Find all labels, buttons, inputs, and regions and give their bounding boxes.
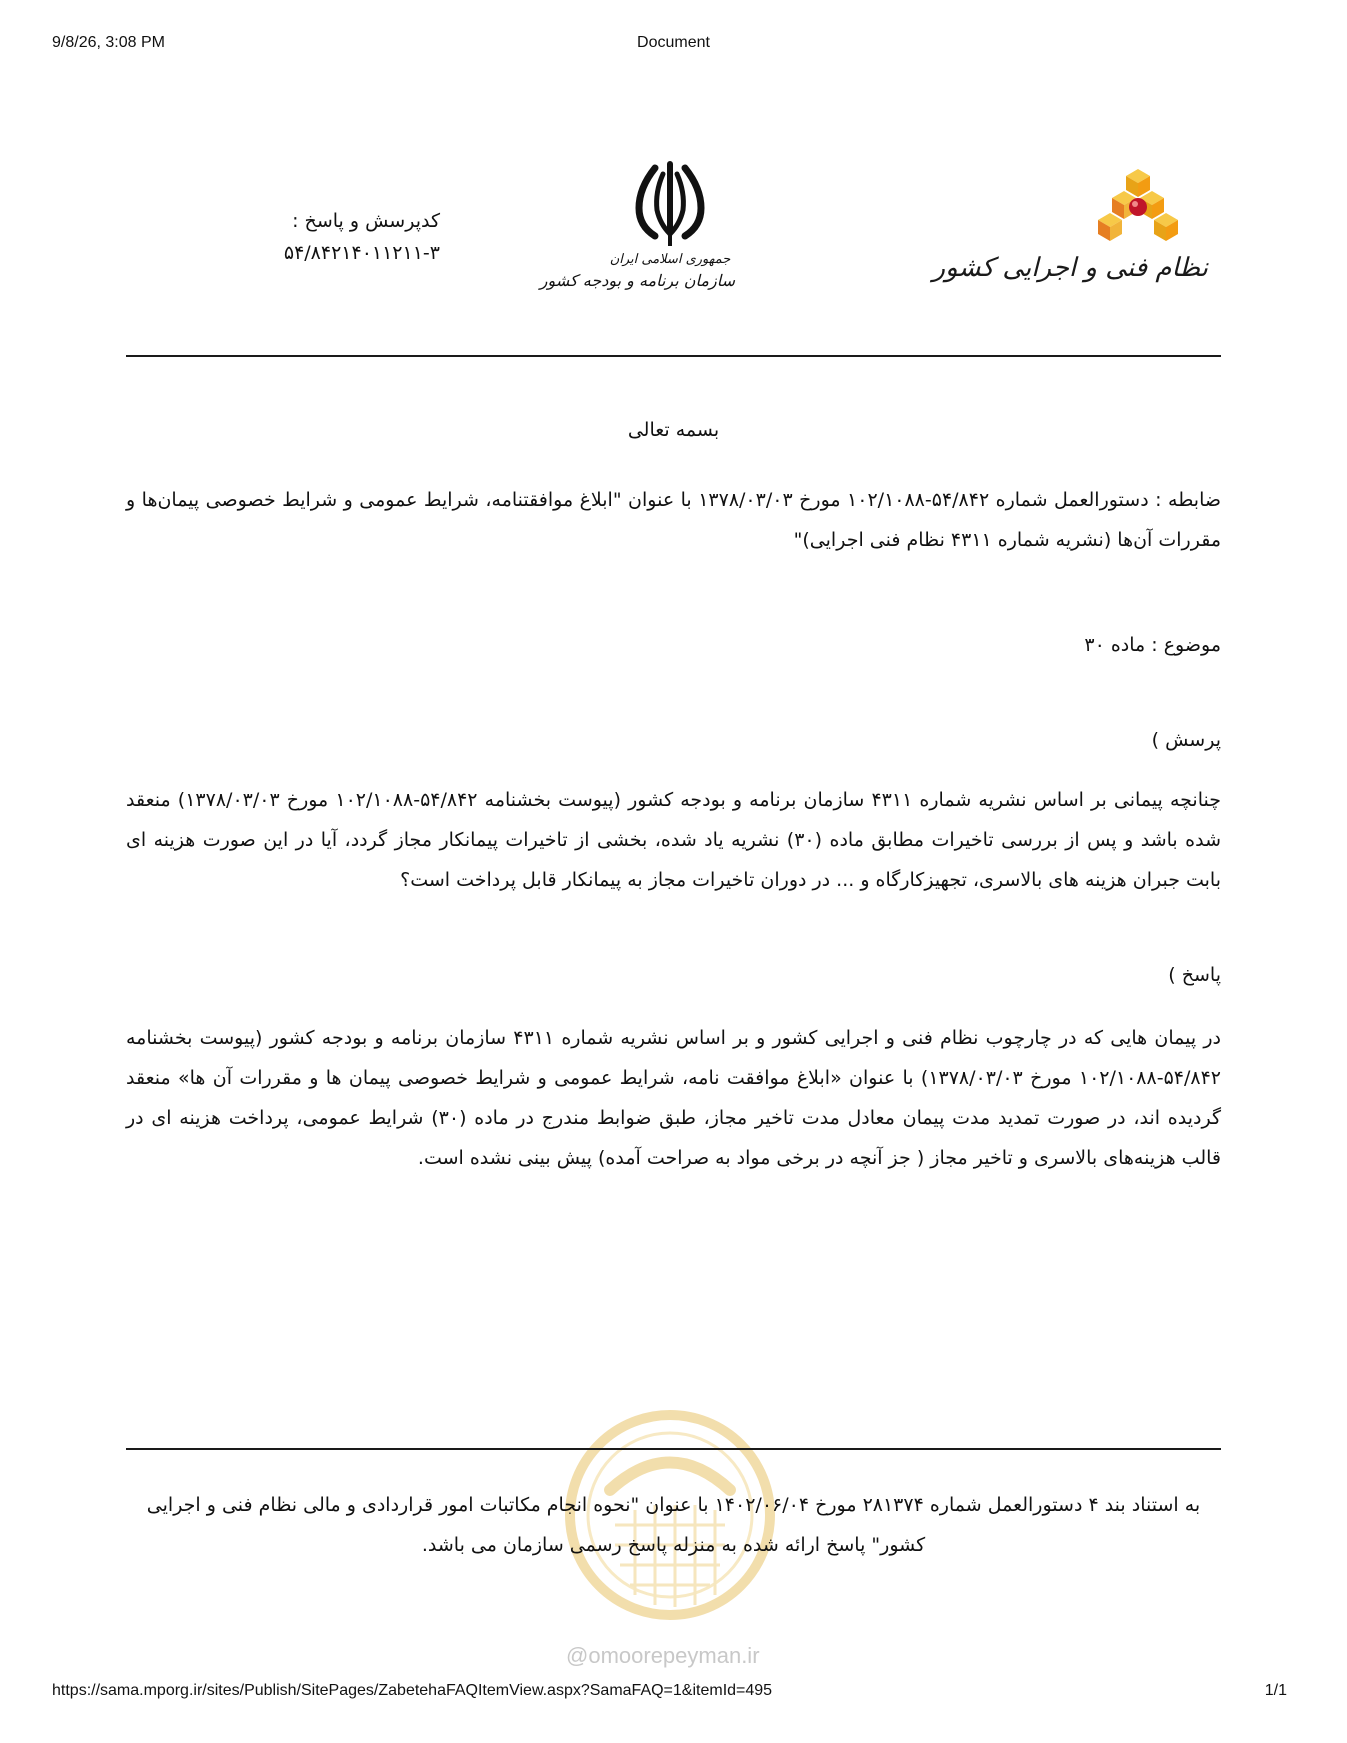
basmala: بسمه تعالی — [627, 419, 720, 441]
print-datetime: 9/8/26, 3:08 PM — [52, 34, 165, 51]
iran-emblem-icon — [625, 160, 715, 248]
print-url: https://sama.mporg.ir/sites/Publish/SitePages/ZabetehaFAQItemView.aspx?SamaFAQ=1&itemId=495 — [52, 1682, 773, 1699]
question-paragraph: چنانچه پیمانی بر اساس نشریه شماره ۴۳۱۱ سازمان برنامه و بودجه کشور (پیوست بخشنامه ۵۴/۸۴۲-۱۰۲/۱۰۸۸ مورخ ۱۳۷۸/۰۳/۰۳) منعقد شده باشد و پس از بررسی تاخیرات مطابق ماده (۳۰) نشریه یاد شده، بخشی از تاخیرات پیمانکار مجاز گردد، آیا در این صورت هزینه ای بابت جبران هزینه های بالاسری، تجهیزکارگاه و ... در دوران تاخیرات مجاز به پیمانکار قابل پرداخت است؟ — [126, 789, 1221, 891]
iran-emblem-block — [539, 160, 735, 310]
qa-code-block — [230, 205, 440, 269]
print-document-title: Document — [637, 34, 710, 51]
header-divider — [126, 355, 1221, 357]
qa-code-label: کدپرسش و پاسخ : — [292, 210, 440, 232]
question-label: پرسش ) — [1151, 729, 1221, 751]
emblem-caption-line2: سازمان برنامه و بودجه کشور — [539, 271, 735, 290]
cubes-logo-icon — [1098, 165, 1178, 245]
answer-label: پاسخ ) — [1168, 964, 1221, 986]
watermark-site-text: @omoorepeyman.ir — [566, 1643, 760, 1668]
footer-divider — [126, 1448, 1221, 1450]
subject-line: موضوع : ماده ۳۰ — [1084, 634, 1221, 656]
qa-code-value: ۵۴/۸۴۲۱۴۰۱۱۲۱۱-۳ — [283, 242, 440, 264]
official-response-note: به استناد بند ۴ دستورالعمل شماره ۲۸۱۳۷۴ مورخ ۱۴۰۲/۰۶/۰۴ با عنوان "نحوه انجام مکاتبات امور قراردادی و مالی نظام فنی و اجرایی کشور" پاسخ ارائه شده به منزله پاسخ رسمی سازمان می باشد. — [146, 1494, 1201, 1556]
answer-paragraph: در پیمان هایی که در چارچوب نظام فنی و اجرایی کشور و بر اساس نشریه شماره ۴۳۱۱ سازمان برنامه و بودجه کشور (پیوست بخشنامه ۵۴/۸۴۲-۱۰۲/۱۰۸۸ مورخ ۱۳۷۸/۰۳/۰۳) با عنوان «ابلاغ موافقت نامه، شرایط عمومی و شرایط خصوصی پیمان ها و مقررات آن ها» منعقد گردیده اند، در صورت تمدید مدت پیمان معادل مدت تاخیر مجاز، طبق ضوابط مندرج در ماده (۳۰) شرایط عمومی، پرداخت هزینه ای در قالب هزینه‌های بالاسری و تاخیر مجاز ( جز آنچه در برخی مواد به صراحت آمده) پیش بینی نشده است. — [126, 1027, 1222, 1169]
emblem-caption-line1: جمهوری اسلامی ایران — [609, 252, 731, 267]
print-page-number: 1/1 — [1264, 1682, 1287, 1699]
print-header — [0, 34, 1347, 58]
nezam-fani-logo — [932, 165, 1218, 305]
zabeteh-paragraph: ضابطه : دستورالعمل شماره ۵۴/۸۴۲-۱۰۲/۱۰۸۸ مورخ ۱۳۷۸/۰۳/۰۳ با عنوان "ابلاغ موافقتنامه، شرایط عمومی و شرایط خصوصی پیمان‌ها و مقررات آن‌ها (نشریه شماره ۴۳۱۱ نظام فنی اجرایی)" — [126, 489, 1222, 551]
logo-caption: نظام فنی و اجرایی کشور — [932, 253, 1208, 283]
